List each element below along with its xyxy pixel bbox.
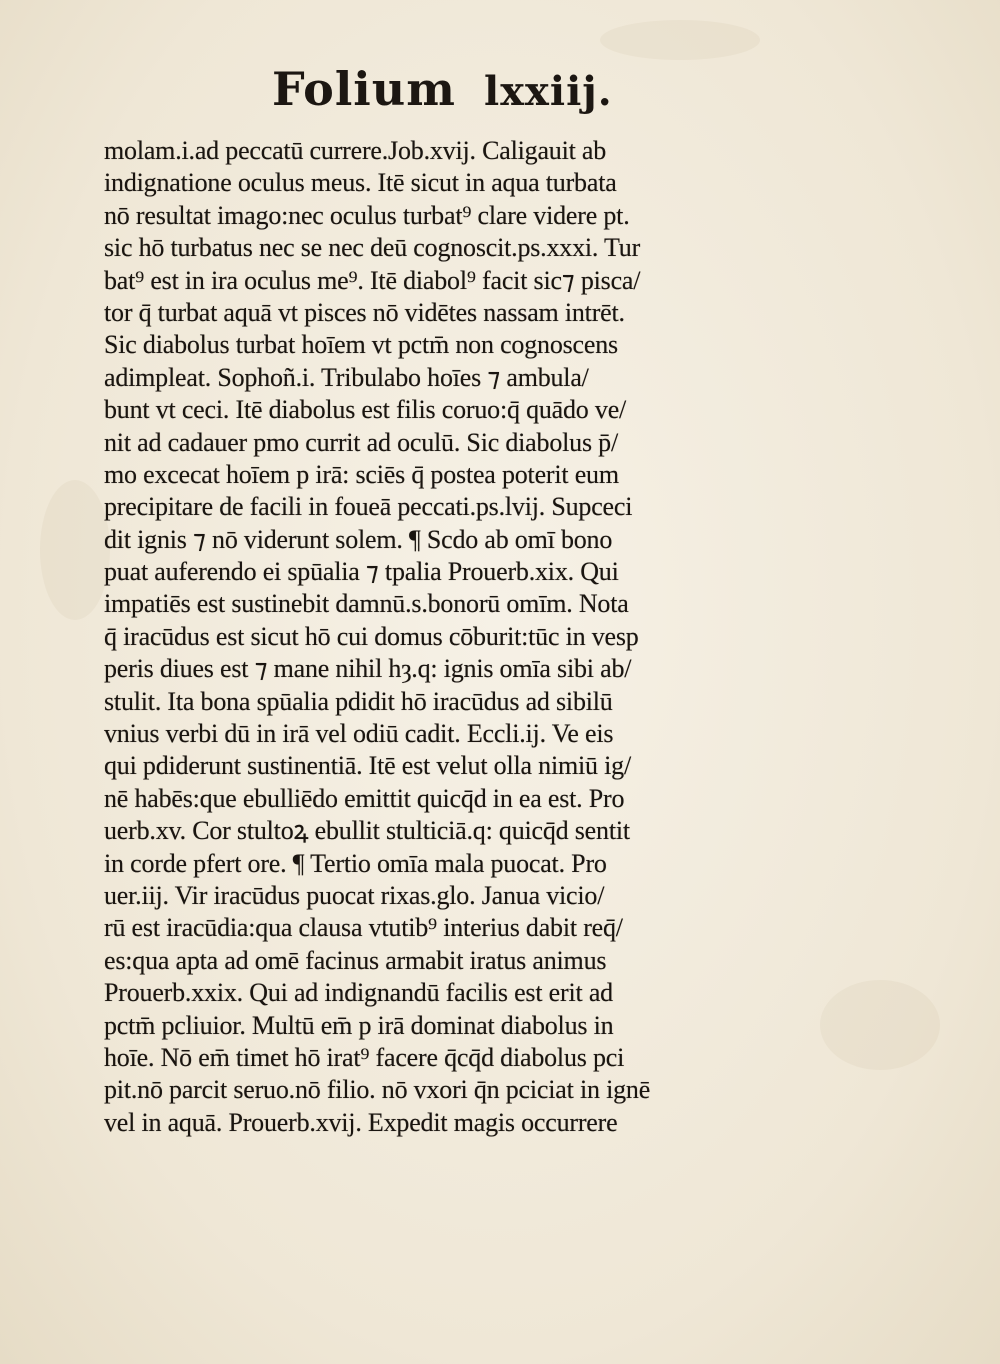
paper-stain (600, 20, 760, 60)
text-line: nit ad cadauer pmo currit ad oculū. Sic diabolus p̄/ (104, 427, 618, 457)
text-line: impatiēs est sustinebit damnū.s.bonorū omīm. Nota (104, 589, 629, 619)
text-line: pit.nō parcit seruo.nō filio. nō vxori q̄n pciciat in ignē (104, 1075, 651, 1105)
text-line: es:qua apta ad omē facinus armabit iratus animus (104, 945, 607, 975)
text-line: Prouerb.xxix. Qui ad indignandū facilis est erit ad (104, 978, 613, 1008)
text-line: peris diues est ⁊ mane nihil hȝ.q: ignis omīa sibi ab/ (104, 654, 632, 684)
text-line: puat auferendo ei spūalia ⁊ tpalia Prouerb.xix. Qui (104, 557, 619, 587)
text-line: in corde pfert ore. ¶ Tertio omīa mala puocat. Pro (104, 848, 607, 878)
text-line: molam.i.ad peccatū currere.Job.xvij. Caligauit ab (104, 136, 607, 165)
paper-stain (820, 980, 940, 1070)
text-line: rū est iracūdia:qua clausa vtutib⁹ interius dabit req̄/ (104, 913, 623, 943)
text-line: indignatione oculus meus. Itē sicut in aqua turbata (104, 168, 617, 198)
paper-stain (40, 480, 110, 620)
text-line: dit ignis ⁊ nō viderunt solem. ¶ Scdo ab omī bono (104, 524, 613, 554)
text-line: Sic diabolus turbat hoīem vt pctm̄ non cognoscens (104, 330, 618, 360)
folio-number: lxxiij. (484, 68, 613, 115)
text-line: hoīe. Nō em̄ timet hō irat⁹ facere q̄cq̄d diabolus pci (104, 1042, 625, 1072)
text-line: bat⁹ est in ira oculus me⁹. Itē diabol⁹ facit sic⁊ pisca/ (104, 265, 641, 295)
text-line: stulit. Ita bona spūalia pdidit hō iracūdus ad sibilū (104, 686, 613, 716)
text-line: vel in aquā. Prouerb.xvij. Expedit magis occurrere (104, 1107, 618, 1137)
text-line: uer.iij. Vir iracūdus puocat rixas.glo. Janua vicio/ (104, 880, 605, 910)
text-line: precipitare de facili in foueā peccati.ps.lvij. Supceci (104, 492, 633, 522)
text-line: adimpleat. Sophoñ.i. Tribulabo hoīes ⁊ ambula/ (104, 362, 589, 392)
folio-label: Folium (272, 62, 456, 116)
text-line: tor q̄ turbat aquā vt pisces nō vidētes nassam intrēt. (104, 297, 625, 327)
text-line: vnius verbi dū in irā vel odiū cadit. Eccli.ij. Ve eis (104, 719, 614, 749)
text-line: nō resultat imago:nec oculus turbat⁹ clare videre pt. (104, 200, 630, 230)
text-column (104, 135, 774, 1139)
text-line: uerb.xv. Cor stultoꝝ ebullit stulticiā.q: quicq̄d sentit (104, 816, 630, 846)
text-line: pctm̄ pcliuior. Multū em̄ p irā dominat diabolus in (104, 1010, 614, 1040)
text-line: nē habēs:que ebulliēdo emittit quicq̄d in ea est. Pro (104, 783, 625, 813)
text-line: mo excecat hoīem p irā: sciēs q̄ postea poterit eum (104, 459, 619, 489)
text-line: qui pdiderunt sustinentiā. Itē est velut olla nimiū ig/ (104, 751, 631, 781)
text-line: sic hō turbatus nec se nec deū cognoscit.ps.xxxi. Tur (104, 233, 641, 263)
page-header (0, 62, 1000, 132)
text-line: bunt vt ceci. Itē diabolus est filis coruo:q̄ quādo ve/ (104, 395, 627, 425)
text-line: q̄ iracūdus est sicut hō cui domus cōburit:tūc in vesp (104, 621, 639, 651)
